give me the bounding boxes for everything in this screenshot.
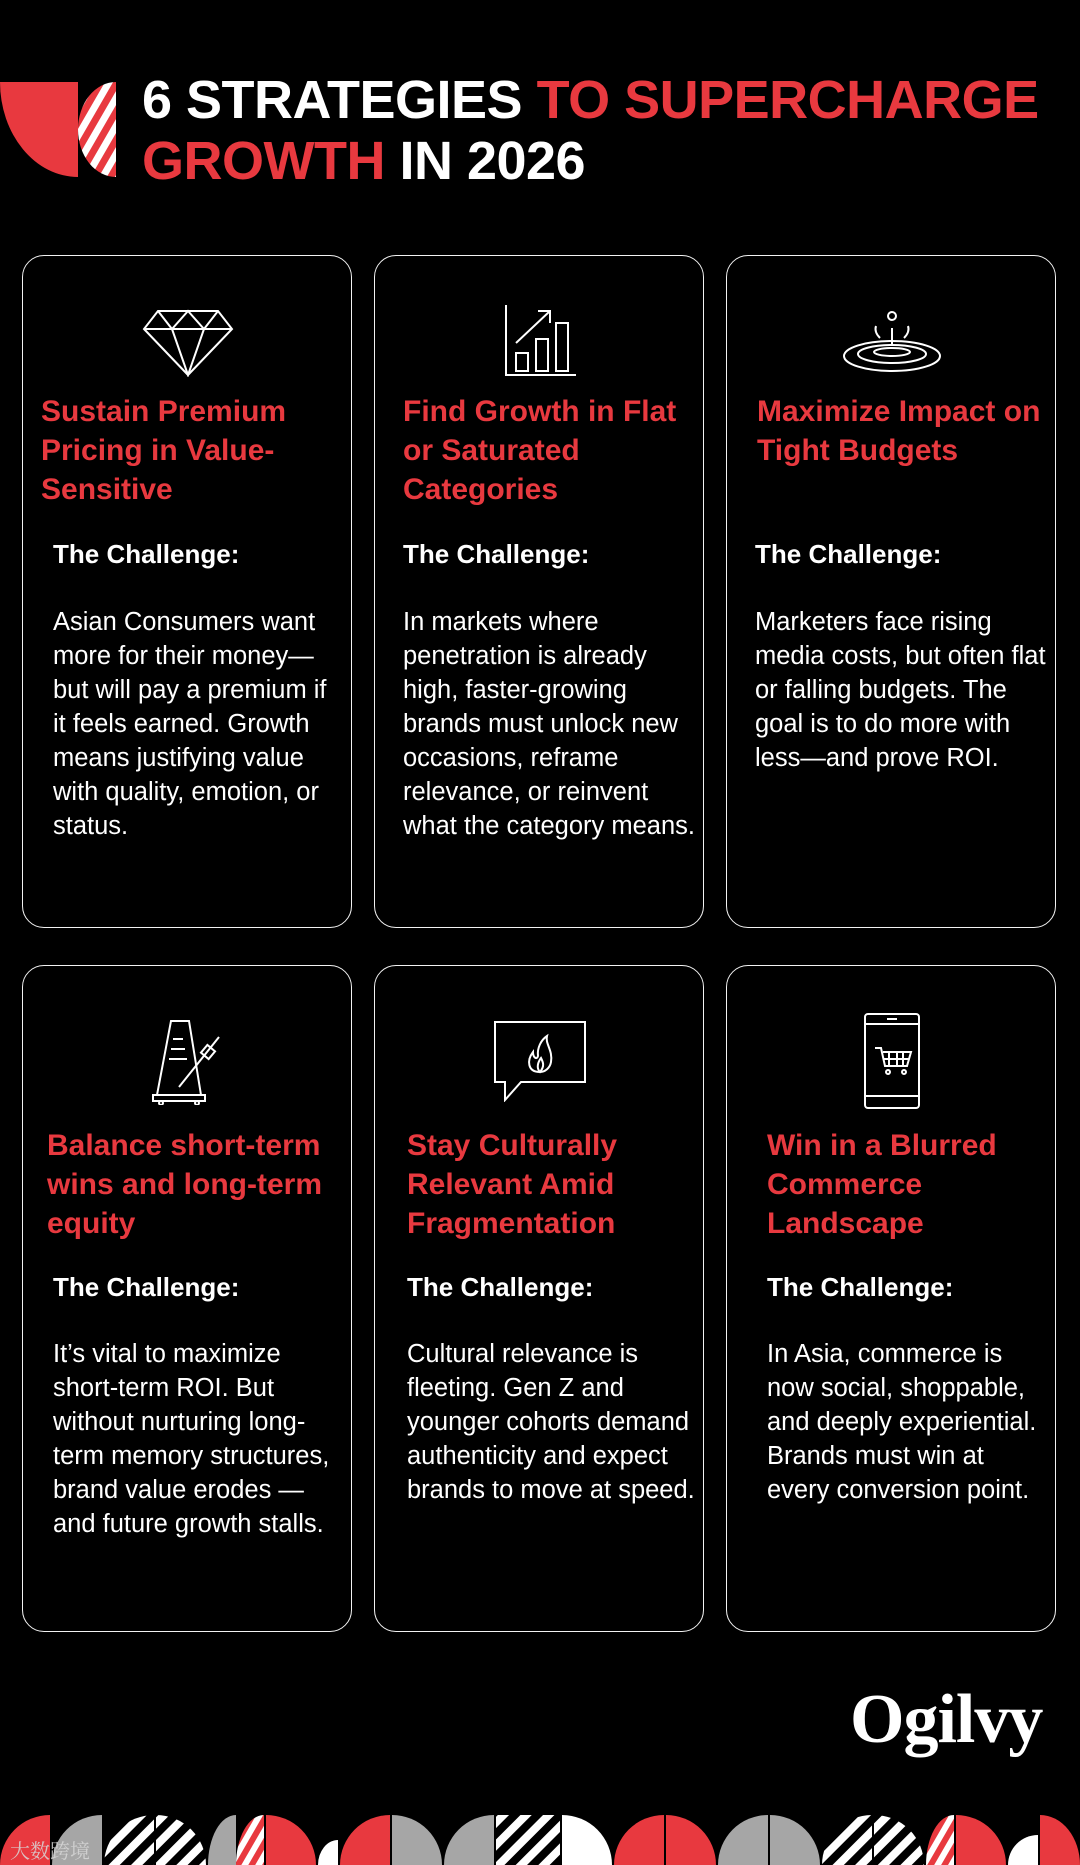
metronome-icon (23, 1016, 353, 1106)
card-heading: Balance short-term wins and long-term equity (47, 1129, 323, 1240)
card-heading: Maximize Impact on Tight Budgets (757, 395, 1041, 467)
challenge-text: Asian Consumers want more for their money—but will pay a premium if it feels earned. Growth means justifying value with quality, emotion, or status. (53, 608, 327, 840)
challenge-label: The Challenge: (767, 1272, 954, 1302)
strategy-card (726, 965, 1056, 1632)
flame-speech-bubble-icon (375, 1016, 705, 1106)
challenge-text: It’s vital to maximize short-term ROI. But without nurturing long-term memory structures, brand value erodes —and future growth stalls. (53, 1340, 330, 1538)
challenge-text: Cultural relevance is fleeting. Gen Z and younger cohorts demand authenticity and expect brands to move at speed. (407, 1340, 695, 1504)
growth-chart-icon (375, 296, 705, 386)
strategy-card (22, 965, 352, 1632)
challenge-label: The Challenge: (755, 539, 942, 569)
page-title: 6 STRATEGIES TO SUPERCHARGE GROWTH IN 2026 (142, 70, 1039, 191)
card-heading: Sustain Premium Pricing in Value-Sensitive (41, 395, 287, 506)
challenge-text: Marketers face rising media costs, but often flat or falling budgets. The goal is to do more with less—and prove ROI. (755, 608, 1046, 772)
card-heading: Win in a Blurred Commerce Landscape (767, 1129, 997, 1240)
water-ripple-icon (727, 296, 1057, 386)
card-heading: Find Growth in Flat or Saturated Categories (403, 395, 677, 506)
strategy-card (726, 255, 1056, 928)
challenge-label: The Challenge: (407, 1272, 594, 1302)
striped-half-circle-logo-mark (0, 82, 120, 177)
strategy-card (374, 255, 704, 928)
challenge-label: The Challenge: (403, 539, 590, 569)
challenge-label: The Challenge: (53, 539, 240, 569)
card-heading: Stay Culturally Relevant Amid Fragmentation (407, 1129, 618, 1240)
challenge-text: In markets where penetration is already high, faster-growing brands must unlock new occasions, reframe relevance, or reinvent what the category means. (403, 608, 695, 840)
header (0, 70, 1080, 190)
watermark-text: 大数跨境 (10, 1841, 90, 1863)
challenge-label: The Challenge: (53, 1272, 240, 1302)
mobile-cart-icon (727, 1016, 1057, 1106)
challenge-text: In Asia, commerce is now social, shoppable, and deeply experiential. Brands must win at every conversion point. (767, 1340, 1037, 1504)
strategy-card (22, 255, 352, 928)
ogilvy-logo: Ogilvy (850, 1681, 1043, 1758)
diamond-icon (23, 296, 353, 386)
strategy-card (374, 965, 704, 1632)
decorative-pattern-strip (0, 1815, 1080, 1865)
